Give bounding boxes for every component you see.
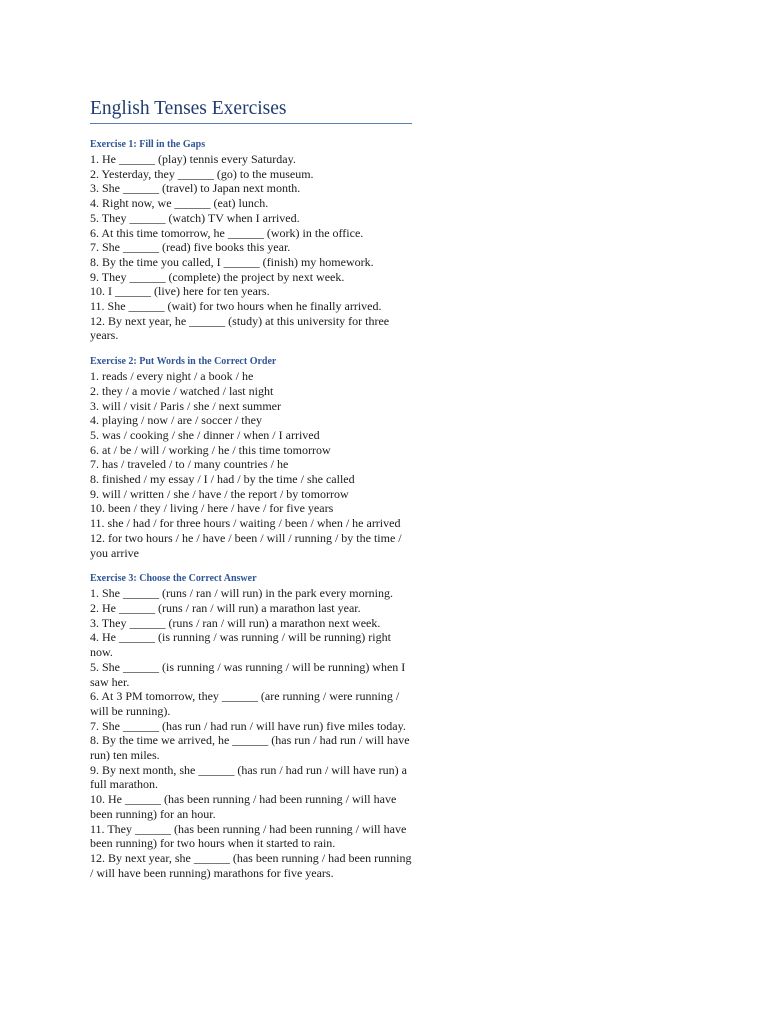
list-item: 11. They ______ (has been running / had been running / will have been running) for two hours when it started to rain.	[90, 821, 407, 851]
list-item: 6. at / be / will / working / he / this time tomorrow	[90, 442, 331, 457]
list-item: 1. She ______ (runs / ran / will run) in the park every morning.	[90, 586, 393, 601]
list-item: 4. He ______ (is running / was running / will be running) right now.	[90, 630, 391, 660]
exercise-3-heading: Exercise 3: Choose the Correct Answer	[90, 573, 257, 585]
list-item: 5. She ______ (is running / was running / will be running) when I saw her.	[90, 659, 406, 689]
exercise-2-list	[90, 369, 412, 560]
list-item: 3. They ______ (runs / ran / will run) a marathon next week.	[90, 615, 381, 630]
list-item: 11. she / had / for three hours / waiting / been / when / he arrived	[90, 516, 401, 531]
list-item: 8. By the time you called, I ______ (finish) my homework.	[90, 254, 374, 269]
list-item: 10. been / they / living / here / have / for five years	[90, 501, 334, 516]
list-item: 5. They ______ (watch) TV when I arrived.	[90, 210, 300, 225]
list-item: 4. playing / now / are / soccer / they	[90, 413, 262, 428]
list-item: 8. By the time we arrived, he ______ (has run / had run / will have run) ten miles.	[90, 733, 410, 763]
exercise-2-heading: Exercise 2: Put Words in the Correct Order	[90, 356, 277, 368]
list-item: 10. He ______ (has been running / had been running / will have been running) for an hour.	[90, 792, 397, 821]
list-item: 1. He ______ (play) tennis every Saturday.	[90, 152, 296, 166]
list-item: 7. has / traveled / to / many countries / he	[90, 457, 289, 472]
list-item: 9. By next month, she ______ (has run / had run / will have run) a full marathon.	[90, 762, 407, 792]
list-item: 9. will / written / she / have / the report / by tomorrow	[90, 486, 349, 501]
list-item: 2. they / a movie / watched / last night	[90, 383, 274, 398]
exercise-3-list	[90, 586, 412, 880]
exercise-1-heading: Exercise 1: Fill in the Gaps	[90, 139, 206, 150]
document-title: English Tenses Exercises	[90, 96, 412, 124]
list-item: 7. She ______ (has run / had run / will have run) five miles today.	[90, 718, 406, 733]
list-item: 5. was / cooking / she / dinner / when / I arrived	[90, 427, 320, 442]
list-item: 3. will / visit / Paris / she / next summer	[90, 398, 281, 413]
exercise-1-section	[90, 138, 412, 343]
list-item: 12. By next year, he ______ (study) at this university for three years.	[90, 313, 390, 343]
list-item: 8. finished / my essay / I / had / by the time / she called	[90, 472, 355, 487]
list-item: 2. Yesterday, they ______ (go) to the museum.	[90, 166, 314, 181]
list-item: 2. He ______ (runs / ran / will run) a marathon last year.	[90, 600, 361, 615]
list-item: 11. She ______ (wait) for two hours when he finally arrived.	[90, 299, 382, 314]
list-item: 4. Right now, we ______ (eat) lunch.	[90, 196, 269, 211]
list-item: 12. By next year, she ______ (has been running / had been running / will have been running) marathons for five years.	[90, 850, 412, 880]
list-item: 12. for two hours / he / have / been / will / running / by the time / you arrive	[90, 530, 402, 560]
list-item: 6. At 3 PM tomorrow, they ______ (are running / were running / will be running).	[90, 689, 400, 718]
list-item: 6. At this time tomorrow, he ______ (work) in the office.	[90, 225, 364, 240]
document-page	[90, 96, 412, 880]
exercise-2-section	[90, 355, 412, 560]
list-item: 1. reads / every night / a book / he	[90, 369, 254, 384]
list-item: 10. I ______ (live) here for ten years.	[90, 284, 270, 299]
list-item: 3. She ______ (travel) to Japan next month.	[90, 181, 301, 196]
list-item: 7. She ______ (read) five books this year.	[90, 240, 291, 255]
list-item: 9. They ______ (complete) the project by next week.	[90, 269, 345, 284]
exercise-3-section	[90, 572, 412, 880]
exercise-1-list	[90, 152, 412, 343]
